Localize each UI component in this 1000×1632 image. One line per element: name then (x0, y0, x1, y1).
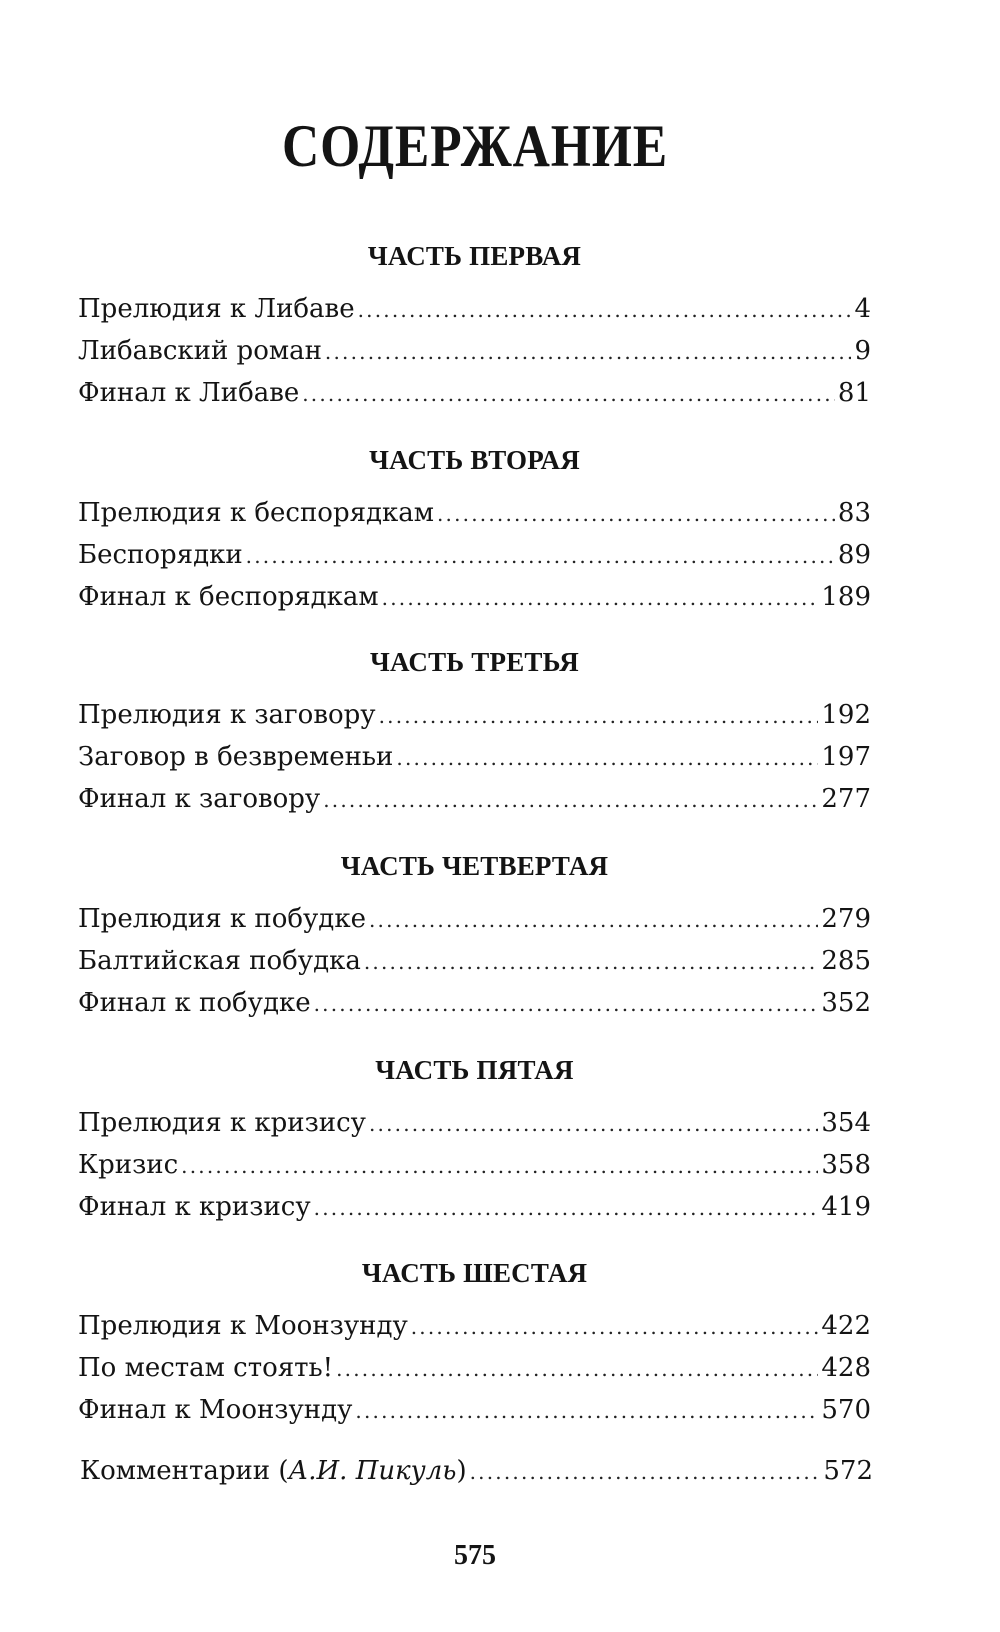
toc-entry[interactable] (78, 1347, 871, 1389)
toc-part (78, 848, 871, 1024)
part-heading: ЧАСТЬ ВТОРАЯ (369, 445, 580, 475)
toc-commentary (80, 1450, 873, 1492)
toc-entry[interactable] (78, 576, 871, 618)
toc-entry-title: Финал к кризису (78, 1192, 311, 1222)
toc-entry[interactable] (78, 982, 871, 1024)
toc-entry-title: Прелюдия к Моонзунду (78, 1311, 408, 1341)
toc-entry-page: 189 (821, 582, 871, 612)
dot-leader (323, 779, 818, 821)
toc-entry[interactable] (78, 534, 871, 576)
toc-entry-page: 358 (821, 1150, 871, 1180)
toc-entry-title: Финал к Моонзунду (78, 1395, 353, 1425)
toc-entry-page: 89 (837, 540, 871, 570)
toc-entry-title: Кризис (78, 1150, 179, 1180)
part-heading: ЧАСТЬ ШЕСТАЯ (361, 1258, 588, 1288)
toc-entry-page: 570 (821, 1395, 871, 1425)
toc-entry-page: 572 (823, 1456, 873, 1486)
dot-leader (358, 289, 852, 331)
part-heading: ЧАСТЬ ПЕРВАЯ (367, 241, 582, 271)
toc-entry[interactable] (78, 1389, 871, 1431)
toc-entry-page: 277 (821, 784, 871, 814)
toc-entry[interactable] (78, 288, 871, 330)
toc-entry-title: Прелюдия к беспорядкам (78, 498, 434, 528)
toc-entry[interactable] (78, 778, 871, 820)
toc-entry-title: Финал к Либаве (78, 378, 300, 408)
toc-entry-page: 419 (821, 1192, 871, 1222)
dot-leader (379, 695, 819, 737)
toc-entry-title: По местам стоять! (78, 1353, 334, 1383)
toc-entry-page: 4 (854, 294, 871, 324)
dot-leader (437, 493, 835, 535)
toc-entry-page: 81 (837, 378, 871, 408)
toc-entry-title: Либавский роман (78, 336, 322, 366)
toc-entry-commentary[interactable] (80, 1450, 873, 1492)
toc-entry-page: 9 (854, 336, 871, 366)
toc-entry-title: Прелюдия к побудке (78, 904, 366, 934)
toc-entry[interactable] (78, 492, 871, 534)
dot-leader (369, 1103, 818, 1145)
dot-leader (364, 941, 819, 983)
toc-entry[interactable] (78, 1305, 871, 1347)
dot-leader (302, 373, 835, 415)
toc-entry-title: Заговор в безвременьи (78, 742, 394, 772)
dot-leader (314, 983, 819, 1025)
page-number: 575 (454, 1540, 496, 1571)
toc-entry[interactable] (78, 1186, 871, 1228)
toc-entry-title: Финал к заговору (78, 784, 321, 814)
toc-entry[interactable] (78, 1102, 871, 1144)
commentary-author: А.И. Пикуль (288, 1456, 457, 1486)
toc-part (78, 442, 871, 618)
part-heading: ЧАСТЬ ЧЕТВЕРТАЯ (340, 851, 609, 881)
toc-part (78, 238, 871, 414)
toc-entry-title: Беспорядки (78, 540, 243, 570)
toc-entry-page: 285 (821, 946, 871, 976)
toc-entry[interactable] (78, 330, 871, 372)
part-heading: ЧАСТЬ ПЯТАЯ (375, 1055, 574, 1085)
dot-leader (369, 899, 818, 941)
dot-leader (246, 535, 835, 577)
toc-entry-page: 422 (821, 1311, 871, 1341)
toc-entry-title: Финал к беспорядкам (78, 582, 379, 612)
toc-entry-page: 83 (837, 498, 871, 528)
toc-entry-page: 428 (821, 1353, 871, 1383)
toc-entry[interactable] (78, 694, 871, 736)
toc-entry-title (80, 1450, 470, 1492)
dot-leader (336, 1348, 818, 1390)
dot-leader (396, 737, 818, 779)
toc-part (78, 644, 871, 820)
toc-entry-title: Прелюдия к кризису (78, 1108, 366, 1138)
toc-part (78, 1052, 871, 1228)
dot-leader (181, 1145, 818, 1187)
commentary-title-end: ) (456, 1456, 467, 1486)
toc-entry-page: 354 (821, 1108, 871, 1138)
toc-entry[interactable] (78, 736, 871, 778)
toc-entry[interactable] (78, 898, 871, 940)
dot-leader (325, 331, 852, 373)
toc-entry-title: Финал к побудке (78, 988, 311, 1018)
commentary-title: Комментарии ( (80, 1456, 289, 1486)
toc-entry-title: Прелюдия к Либаве (78, 294, 355, 324)
toc-entry-page: 192 (821, 700, 871, 730)
toc-entry-page: 197 (821, 742, 871, 772)
toc-entry-page: 352 (821, 988, 871, 1018)
part-heading: ЧАСТЬ ТРЕТЬЯ (370, 647, 579, 677)
toc-entry-page: 279 (821, 904, 871, 934)
page-title: СОДЕРЖАНИЕ (281, 113, 669, 179)
toc-entry-title: Балтийская побудка (78, 946, 361, 976)
toc-entry[interactable] (78, 1144, 871, 1186)
toc-entry[interactable] (78, 940, 871, 982)
dot-leader (355, 1390, 818, 1432)
dot-leader (382, 577, 819, 619)
toc-entry-title: Прелюдия к заговору (78, 700, 376, 730)
dot-leader (411, 1306, 819, 1348)
toc-part (78, 1255, 871, 1431)
dot-leader (470, 1451, 821, 1493)
toc-entry[interactable] (78, 372, 871, 414)
dot-leader (314, 1187, 819, 1229)
